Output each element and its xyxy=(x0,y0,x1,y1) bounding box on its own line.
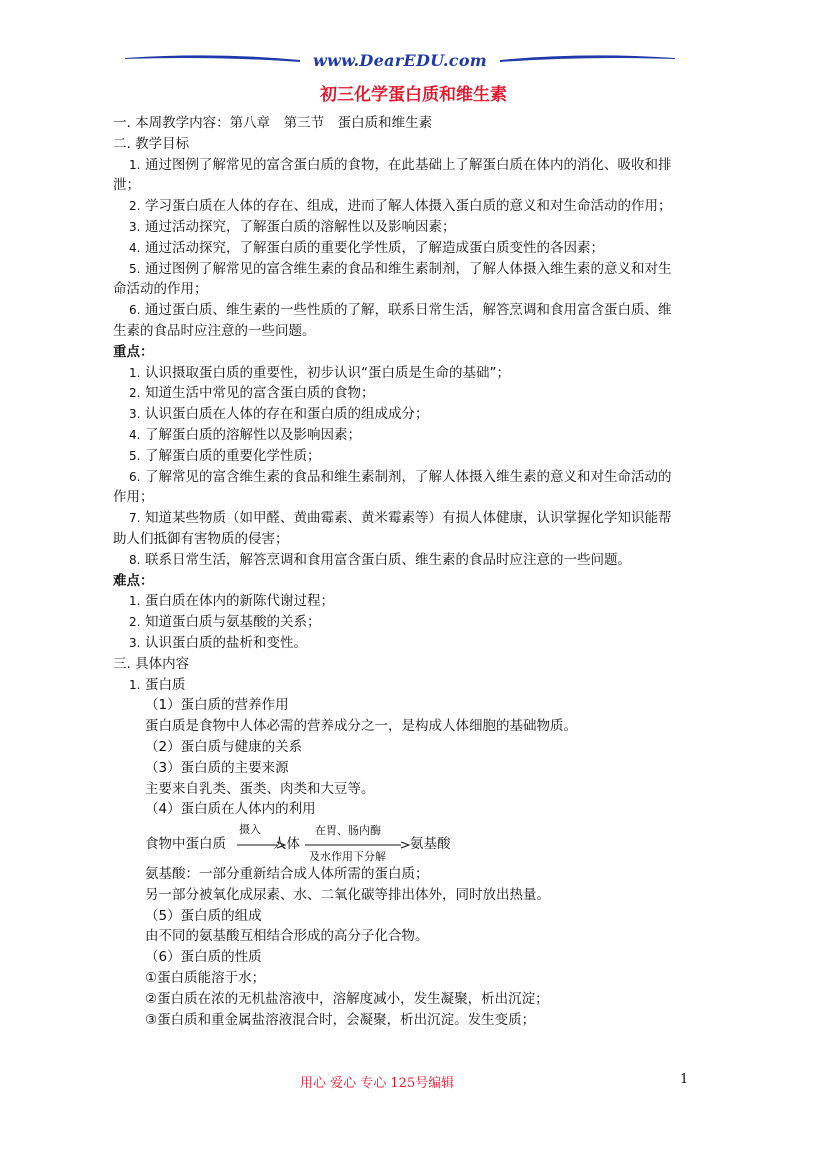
paragraph: 另一部分被氧化成尿素、水、二氧化碳等排出体外，同时放出热量。 xyxy=(145,886,550,903)
list-item: 4. 通过活动探究，了解蛋白质的重要化学性质，了解造成蛋白质变性的各因素； xyxy=(129,239,604,256)
property-item: ①蛋白质能溶于水； xyxy=(145,970,266,987)
list-item: 4. 了解蛋白质的溶解性以及影响因素； xyxy=(129,426,361,443)
section-heading: 二. 教学目标 xyxy=(113,135,190,152)
list-item: 8. 联系日常生活，解答烹调和食用富含蛋白质、维生素的食品时应注意的一些问题。 xyxy=(129,551,631,568)
page-number: 1 xyxy=(680,1072,689,1087)
document-title: 初三化学蛋白质和维生素 xyxy=(320,85,507,105)
list-item: 6. 了解常见的富含维生素的食品和维生素制剂，了解人体摄入维生素的意义和对生命活动的 xyxy=(129,468,672,485)
list-item-cont: 作用； xyxy=(113,489,154,506)
page-footer: 用心 爱心 专心 125号编辑 xyxy=(300,1076,455,1091)
list-item-cont: 生素的食品时应注意的一些问题。 xyxy=(113,322,316,339)
property-item: ②蛋白质在浓的无机盐溶液中，溶解度减小，发生凝聚，析出沉淀； xyxy=(145,990,549,1007)
site-url: www.DearEDU.com xyxy=(312,51,488,70)
list-item-cont: 助人们抵御有害物质的侵害； xyxy=(113,530,289,547)
list-item: 1. 通过图例了解常见的富含蛋白质的食物，在此基础上了解蛋白质在体内的消化、吸收和排 xyxy=(129,156,672,173)
site-header xyxy=(125,48,675,76)
paragraph-heading: （1）蛋白质的营养作用 xyxy=(145,697,289,714)
paragraph-heading: （6）蛋白质的性质 xyxy=(145,949,262,966)
list-item: 3. 认识蛋白质的盐析和变性。 xyxy=(129,634,307,651)
list-item: 5. 通过图例了解常见的富含维生素的食品和维生素制剂，了解人体摄入维生素的意义和对生 xyxy=(129,260,672,277)
section-heading: 一. 本周教学内容：第八章 第三节 蛋白质和维生素 xyxy=(113,115,433,131)
paragraph: 主要来自乳类、蛋类、肉类和大豆等。 xyxy=(145,780,375,797)
key-points-list xyxy=(113,363,715,571)
list-item: 1. 蛋白质在体内的新陈代谢过程； xyxy=(129,593,334,610)
document-body xyxy=(113,113,715,1030)
arrow-label-top: 摄入 xyxy=(239,823,261,837)
arrow-label-top: 在胃、肠内酶 xyxy=(315,824,381,838)
difficulties-list xyxy=(113,591,715,653)
list-item: 3. 通过活动探究，了解蛋白质的溶解性以及影响因素； xyxy=(129,218,456,235)
arrow-label-bottom: 及水作用下分解 xyxy=(309,850,386,864)
list-item: 1. 认识摄取蛋白质的重要性，初步认识“蛋白质是生命的基础”； xyxy=(129,364,510,381)
difficulties-heading: 难点： xyxy=(113,572,154,589)
reaction-reactant: 食物中蛋白质 xyxy=(145,836,226,853)
list-item: 2. 学习蛋白质在人体的存在、组成，进而了解人体摄入蛋白质的意义和对生命活动的作用； xyxy=(129,198,672,215)
paragraph: 由不同的氨基酸互相结合形成的高分子化合物。 xyxy=(145,928,429,945)
property-item: ③蛋白质和重金属盐溶液混合时，会凝聚，析出沉淀。发生变质； xyxy=(145,1011,536,1028)
reaction-diagram xyxy=(113,820,715,864)
list-item: 2. 知道生活中常见的富含蛋白质的食物； xyxy=(129,385,375,402)
reaction-product: 氨基酸 xyxy=(410,836,451,853)
key-points-heading: 重点： xyxy=(113,343,154,360)
paragraph-heading: （2）蛋白质与健康的关系 xyxy=(145,738,303,755)
list-item-cont: 泄； xyxy=(113,177,140,194)
list-item: 7. 知道某些物质（如甲醛、黄曲霉素、黄米霉素等）有损人体健康，认识掌握化学知识能帮 xyxy=(129,510,672,527)
paragraph-heading: （3）蛋白质的主要来源 xyxy=(145,759,289,776)
goals-list xyxy=(113,155,715,342)
paragraph-heading: （5）蛋白质的组成 xyxy=(145,907,262,924)
paragraph: 氨基酸：一部分重新结合成人体所需的蛋白质； xyxy=(145,866,429,883)
subsection-heading: 1. 蛋白质 xyxy=(129,676,186,693)
section-heading: 三. 具体内容 xyxy=(113,655,190,672)
paragraph-heading: （4）蛋白质在人体内的利用 xyxy=(145,801,316,818)
list-item: 3. 认识蛋白质在人体的存在和蛋白质的组成成分； xyxy=(129,406,429,423)
reaction-intermediate: 人体 xyxy=(273,836,300,853)
paragraph: 蛋白质是食物中人体必需的营养成分之一，是构成人体细胞的基础物质。 xyxy=(145,718,577,735)
list-item-cont: 命活动的作用； xyxy=(113,281,208,298)
list-item: 2. 知道蛋白质与氨基酸的关系； xyxy=(129,614,321,631)
list-item: 6. 通过蛋白质、维生素的一些性质的了解，联系日常生活，解答烹调和食用富含蛋白质、维 xyxy=(129,302,672,319)
list-item: 5. 了解蛋白质的重要化学性质； xyxy=(129,447,321,464)
